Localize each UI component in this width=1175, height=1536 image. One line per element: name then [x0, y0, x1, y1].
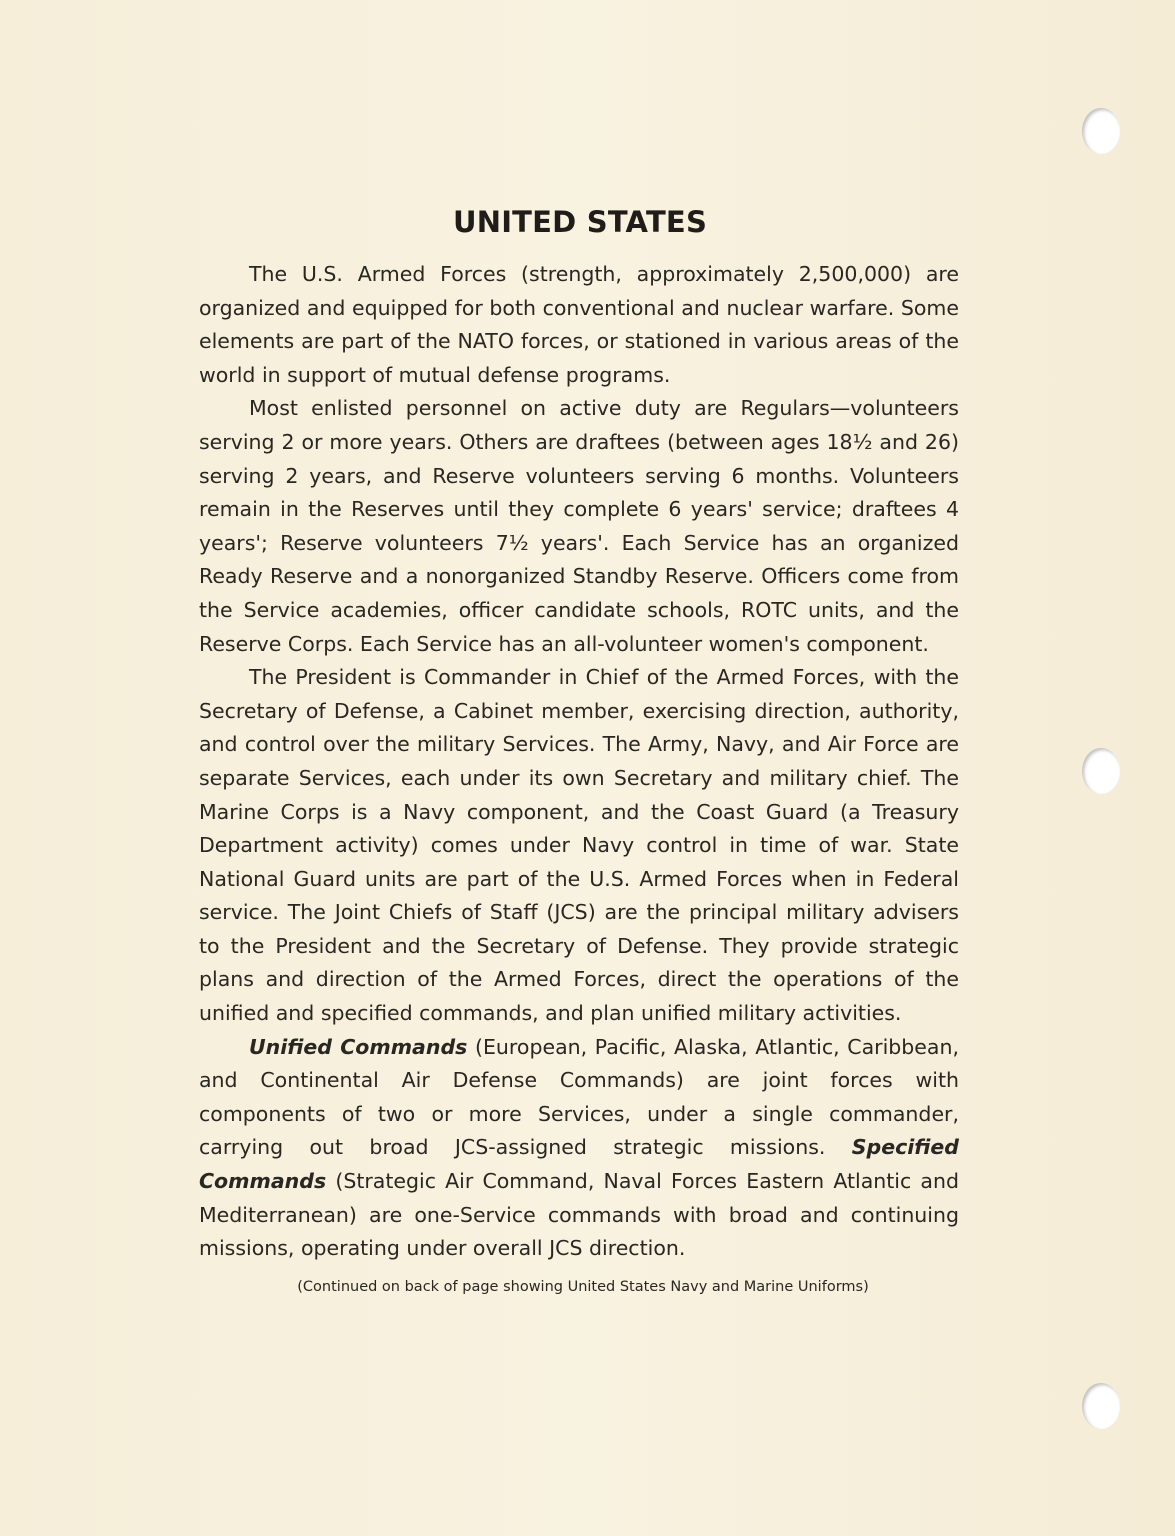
page-title: UNITED STATES	[452, 205, 708, 239]
paragraph-command-structure: The President is Commander in Chief of the Armed Forces, with the Secretary of Defense, a Cabinet member, exercising direction, authority, and control over the military Services. The Army, Navy, and Air Force are separate Services, each under its own Secretary and military chief. The Marine Corps is a Navy component, and the Coast Guard (a Treasury Department activity) comes under Navy control in time of war. State National Guard units are part of the U.S. Armed Forces when in Federal service. The Joint Chiefs of Staff (JCS) are the principal military advisers to the President and the Secretary of Defense. They provide strategic plans and direction of the Armed Forces, direct the operations of the unified and specified commands, and plan unified military activities.	[199, 665, 959, 1026]
term-unified-commands: Unified Commands	[249, 1034, 468, 1059]
term-specified-commands: Specified Commands	[199, 1135, 959, 1194]
body-text	[199, 258, 959, 1266]
paragraph-armed-forces: The U.S. Armed Forces (strength, approximately 2,500,000) are organized and equipped for both conventional and nuclear warfare. Some elements are part of the NATO forces, or stationed in various areas of the world in support of mutual defense programs.	[199, 262, 959, 387]
continuation-note: (Continued on back of page showing United States Navy and Marine Uniforms)	[297, 1279, 869, 1295]
paragraph-personnel: Most enlisted personnel on active duty are Regulars—volunteers serving 2 or more years. Others are draftees (between ages 18½ and 26) serving 2 years, and Reserve volunteers serving 6 months. Volunteers remain in the Reserves until they complete 6 years' service; draftees 4 years'; Reserve volunteers 7½ years'. Each Service has an organized Ready Reserve and a nonorganized Standby Reserve. Officers come from the Service academies, officer candidate schools, ROTC units, and the Reserve Corps. Each Service has an all-volunteer women's component.	[199, 396, 959, 656]
paragraph-commands	[199, 1031, 959, 1266]
punch-hole	[1082, 108, 1120, 154]
punch-hole	[1082, 748, 1120, 794]
punch-hole	[1082, 1383, 1120, 1429]
specified-commands-text: (Strategic Air Command, Naval Forces Eastern Atlantic and Mediterranean) are one-Service commands with broad and continuing missions, operating under overall JCS direction.	[199, 1169, 959, 1261]
unified-commands-text: (European, Pacific, Alaska, Atlantic, Caribbean, and Continental Air Defense Commands) are joint forces with components of two or more Services, under a single commander, carrying out broad JCS-assigned strategic missions.	[199, 1034, 959, 1160]
